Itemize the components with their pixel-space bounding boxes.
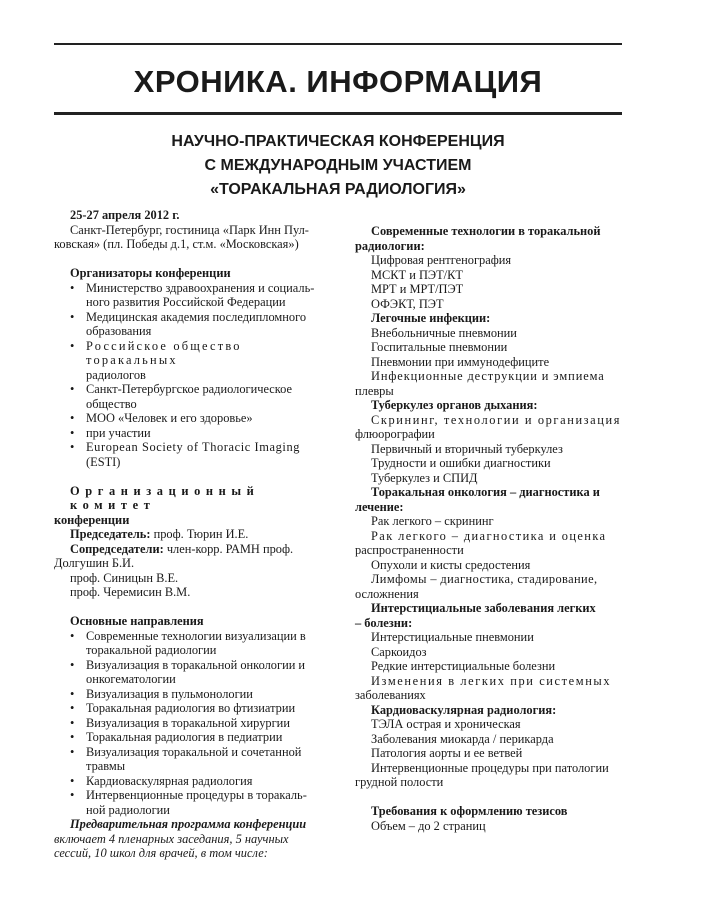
chair-value: проф. Тюрин И.Е.	[150, 527, 249, 541]
organizer-line: радиологов	[86, 367, 146, 382]
oncology-heading-cont: лечение:	[355, 499, 404, 514]
oncology-item: Опухоли и кисты средостения	[371, 557, 531, 572]
direction-item	[54, 730, 320, 745]
right-column	[355, 224, 623, 833]
organizer-line: ного развития Российской Федерации	[86, 295, 286, 309]
organizer-line: • при участии	[86, 425, 151, 440]
direction-item	[54, 745, 320, 774]
requirements-heading: Требования к оформлению тезисов	[371, 804, 568, 818]
venue-line: ковская» (пл. Победы д.1, ст.м. «Московская»)	[54, 237, 299, 251]
direction-line: • Визуализация в торакальной онкологии и	[86, 657, 306, 672]
oncology-item-cont: распространенности	[355, 543, 464, 557]
direction-line: • Визуализация торакальной и сочетанной	[86, 744, 302, 759]
infection-item: Инфекционные деструкции и эмпиема	[371, 369, 605, 383]
organizer-line: • МОО «Человек и его здоровье»	[86, 411, 253, 425]
direction-item	[54, 701, 320, 716]
direction-line: • Кардиоваскулярная радиология	[86, 773, 253, 788]
direction-line: онкогематологии	[86, 672, 176, 686]
oncology-item: Лимфомы – диагностика, стадирование,	[371, 572, 598, 586]
cardio-item: Патология аорты и ее ветвей	[371, 746, 523, 760]
direction-line: • Визуализация в торакальной хирургии	[86, 715, 290, 730]
organizer-line: • Российское общество торакальных	[86, 338, 242, 367]
direction-item	[54, 658, 320, 687]
tb-item: Скрининг, технологии и организация	[371, 412, 622, 427]
program-line: включает 4 пленарных заседания, 5 научных	[54, 831, 289, 846]
infection-item: Пневмонии при иммунодефиците	[371, 354, 550, 369]
organizer-item	[54, 281, 320, 310]
organizer-line: • European Society of Thoracic Imaging	[86, 440, 301, 454]
organizer-item	[54, 382, 320, 411]
organizer-item	[54, 440, 320, 469]
organizer-line: • Министерство здравоохранения и социаль-	[86, 280, 315, 295]
direction-item	[54, 788, 320, 817]
tech-item: МРТ и МРТ/ПЭТ	[371, 282, 464, 296]
cochairs-line	[54, 542, 320, 557]
tech-item: МСКТ и ПЭТ/КТ	[371, 267, 463, 282]
direction-line: • Торакальная радиология в педиатрии	[86, 730, 283, 744]
cardio-item: ТЭЛА острая и хроническая	[371, 717, 521, 731]
organizer-line: • Медицинская академия последипломного	[86, 309, 307, 324]
conference-title	[0, 130, 676, 202]
organizer-line: общество	[86, 396, 137, 411]
cardio-heading: Кардиоваскулярная радиология:	[371, 702, 557, 717]
conference-title-line: «ТОРАКАЛЬНАЯ РАДИОЛОГИЯ»	[210, 181, 466, 198]
tb-item: Туберкулез и СПИД	[371, 470, 478, 485]
committee-heading: Организационный комитет	[70, 483, 260, 512]
committee-heading-cont: конференции	[54, 512, 130, 527]
organizer-item	[54, 426, 320, 441]
program-heading: Предварительная программа конференции	[70, 817, 307, 831]
direction-line: торакальной радиологии	[86, 643, 217, 657]
ild-heading: Интерстициальные заболевания легких	[371, 601, 596, 615]
infection-item: Внебольничные пневмонии	[371, 325, 517, 340]
tech-item: ОФЭКТ, ПЭТ	[371, 296, 444, 311]
left-column	[54, 208, 320, 861]
cochairs-label: Сопредседатели:	[70, 541, 164, 556]
oncology-item: Рак легкого – диагностика и оценка	[371, 528, 607, 543]
conference-title-line: НАУЧНО-ПРАКТИЧЕСКАЯ КОНФЕРЕНЦИЯ	[171, 133, 505, 150]
oncology-heading: Торакальная онкология – диагностика и	[371, 485, 600, 499]
direction-line: • Интервенционные процедуры в торакаль-	[86, 788, 307, 802]
organizer-item	[54, 339, 320, 383]
direction-line: ной радиологии	[86, 802, 170, 817]
organizer-line: образования	[86, 324, 152, 338]
title-rule	[54, 112, 622, 115]
oncology-item: Рак легкого – скрининг	[371, 514, 494, 528]
cochair-name: Долгушин Б.И.	[54, 556, 135, 570]
organizers-heading: Организаторы конференции	[70, 266, 231, 280]
venue-line: Санкт-Петербург, гостиница «Парк Инн Пул-	[70, 222, 309, 237]
cochair-name: проф. Черемисин В.М.	[70, 585, 191, 599]
cardio-item: Интервенционные процедуры при патологии	[371, 760, 609, 775]
cochair-name: проф. Синицын В.Е.	[70, 570, 179, 585]
tb-item-cont: флюорографии	[355, 427, 435, 441]
requirements-item: Объем – до 2 страниц	[371, 818, 486, 833]
tb-item: Трудности и ошибки диагностики	[371, 456, 551, 470]
tech-heading-cont: радиологии:	[355, 238, 425, 253]
conference-date: 25-27 апреля 2012 г.	[70, 208, 180, 222]
organizer-item	[54, 411, 320, 426]
direction-item	[54, 716, 320, 731]
direction-item	[54, 629, 320, 658]
direction-line: • Торакальная радиология во фтизиатрии	[86, 701, 296, 715]
direction-item	[54, 774, 320, 789]
infections-heading: Легочные инфекции:	[371, 311, 491, 325]
top-rule	[54, 43, 622, 45]
direction-line: травмы	[86, 759, 126, 773]
direction-line: • Визуализация в пульмонологии	[86, 686, 253, 701]
chair-line	[54, 527, 320, 542]
directions-heading: Основные направления	[70, 614, 204, 628]
ild-item-cont: заболеваниях	[355, 688, 426, 702]
organizer-line: • Санкт-Петербургское радиологическое	[86, 382, 293, 396]
organizer-line: (ESTI)	[86, 454, 121, 469]
cardio-item: Заболевания миокарда / перикарда	[371, 731, 554, 746]
section-title: ХРОНИКА. ИНФОРМАЦИЯ	[133, 64, 543, 99]
program-line: сессий, 10 школ для врачей, в том числе:	[54, 846, 268, 860]
tb-heading: Туберкулез органов дыхания:	[371, 398, 538, 412]
cardio-item-cont: грудной полости	[355, 775, 444, 789]
ild-item: Изменения в легких при системных	[371, 673, 612, 688]
infection-item-cont: плевры	[355, 383, 394, 398]
cochairs-value: член-корр. РАМН проф.	[163, 541, 294, 556]
tb-item: Первичный и вторичный туберкулез	[371, 441, 563, 456]
tech-item: Цифровая рентгенография	[371, 253, 512, 267]
ild-item: Саркоидоз	[371, 644, 427, 659]
ild-item: Редкие интерстициальные болезни	[371, 659, 556, 673]
direction-item	[54, 687, 320, 702]
organizer-item	[54, 310, 320, 339]
tech-heading: Современные технологии в торакальной	[371, 224, 601, 238]
direction-line: • Современные технологии визуализации в	[86, 628, 306, 643]
infection-item: Госпитальные пневмонии	[371, 340, 508, 354]
chair-label: Председатель:	[70, 527, 151, 541]
conference-title-line: С МЕЖДУНАРОДНЫМ УЧАСТИЕМ	[204, 157, 472, 174]
ild-heading-cont: – болезни:	[355, 615, 413, 630]
ild-item: Интерстициальные пневмонии	[371, 630, 534, 644]
oncology-item-cont: осложнения	[355, 586, 419, 601]
